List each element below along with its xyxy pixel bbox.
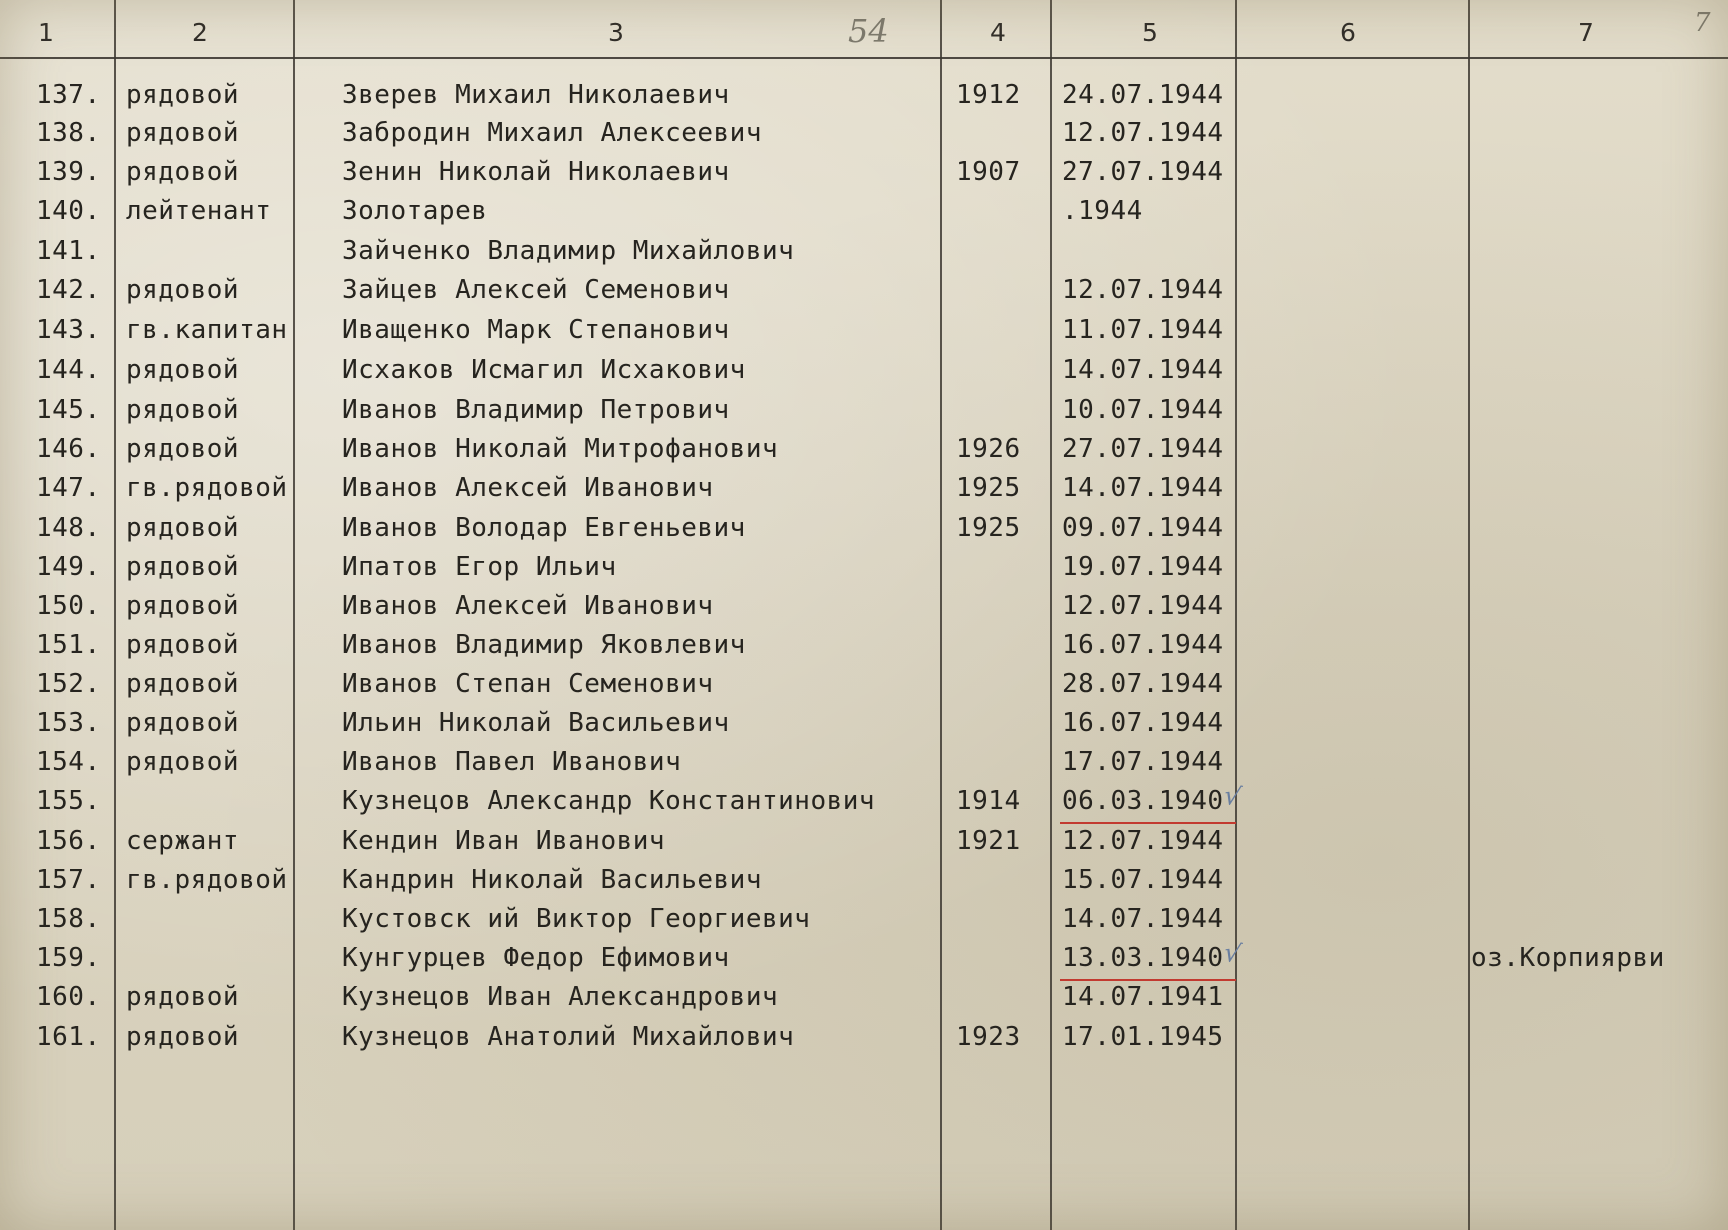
table-row bbox=[0, 780, 1728, 826]
table-row bbox=[0, 982, 1728, 1022]
entry-date: 12.07.1944 bbox=[1062, 826, 1224, 856]
entry-date: 27.07.1944 bbox=[1062, 157, 1224, 187]
table-row bbox=[0, 865, 1728, 905]
entry-name: Зверев Михаил Николаевич bbox=[342, 80, 730, 110]
entry-name: Кендин Иван Иванович bbox=[342, 826, 666, 856]
table-row bbox=[0, 315, 1728, 355]
entry-number: 142. bbox=[36, 275, 101, 305]
table-row bbox=[0, 395, 1728, 435]
entry-birth-year: 1921 bbox=[956, 826, 1021, 856]
entry-date: 14.07.1941 bbox=[1062, 982, 1224, 1012]
entry-name: Иванов Павел Иванович bbox=[342, 747, 682, 777]
entry-birth-year: 1912 bbox=[956, 80, 1021, 110]
entry-date: 10.07.1944 bbox=[1062, 395, 1224, 425]
entry-rank: лейтенант bbox=[126, 196, 272, 226]
entry-birth-year: 1925 bbox=[956, 473, 1021, 503]
entry-date: 15.07.1944 bbox=[1062, 865, 1224, 895]
entry-rank: рядовой bbox=[126, 513, 240, 543]
entry-date: 24.07.1944 bbox=[1062, 80, 1224, 110]
entry-number: 155. bbox=[36, 786, 101, 816]
table-row bbox=[0, 747, 1728, 787]
entry-name: Забродин Михаил Алексеевич bbox=[342, 118, 762, 148]
entry-name: Иванов Алексей Иванович bbox=[342, 473, 714, 503]
table-row bbox=[0, 669, 1728, 709]
entry-number: 158. bbox=[36, 904, 101, 934]
entry-number: 139. bbox=[36, 157, 101, 187]
table-row bbox=[0, 513, 1728, 553]
entry-birth-year: 1914 bbox=[956, 786, 1021, 816]
table-row bbox=[0, 473, 1728, 513]
entry-number: 145. bbox=[36, 395, 101, 425]
entry-birth-year: 1907 bbox=[956, 157, 1021, 187]
entry-number: 156. bbox=[36, 826, 101, 856]
entry-name: Золотарев bbox=[342, 196, 488, 226]
entry-rank: гв.капитан bbox=[126, 315, 288, 345]
entry-rank: рядовой bbox=[126, 630, 240, 660]
column-header-6: 6 bbox=[1340, 18, 1356, 47]
entry-name: Иванов Николай Митрофанович bbox=[342, 434, 779, 464]
red-underline-mark bbox=[1060, 979, 1236, 981]
entry-date: 14.07.1944 bbox=[1062, 355, 1224, 385]
column-header-3: 3 bbox=[608, 18, 624, 47]
entry-rank: сержант bbox=[126, 826, 240, 856]
entry-date: 17.07.1944 bbox=[1062, 747, 1224, 777]
entry-number: 141. bbox=[36, 236, 101, 266]
table-row bbox=[0, 157, 1728, 197]
entry-rank: рядовой bbox=[126, 434, 240, 464]
header-rule bbox=[0, 57, 1728, 59]
entry-number: 160. bbox=[36, 982, 101, 1012]
entry-name: Исхаков Исмагил Исхакович bbox=[342, 355, 746, 385]
column-header-7: 7 bbox=[1578, 18, 1594, 47]
entry-number: 140. bbox=[36, 196, 101, 226]
entry-date: 16.07.1944 bbox=[1062, 630, 1224, 660]
entry-number: 153. bbox=[36, 708, 101, 738]
entry-name: Кузнецов Иван Александрович bbox=[342, 982, 779, 1012]
entry-number: 148. bbox=[36, 513, 101, 543]
entry-date: 09.07.1944 bbox=[1062, 513, 1224, 543]
table-row bbox=[0, 236, 1728, 276]
table-row bbox=[0, 937, 1728, 983]
pencil-corner-mark: 7 bbox=[1694, 8, 1711, 38]
entry-number: 147. bbox=[36, 473, 101, 503]
entry-place: оз.Корпиярви bbox=[1471, 943, 1665, 973]
entry-date: 11.07.1944 bbox=[1062, 315, 1224, 345]
entry-date: 12.07.1944 bbox=[1062, 118, 1224, 148]
table-row bbox=[0, 275, 1728, 315]
table-row bbox=[0, 552, 1728, 592]
entry-rank: рядовой bbox=[126, 669, 240, 699]
entry-name: Кузнецов Александр Константинович bbox=[342, 786, 876, 816]
table-row bbox=[0, 196, 1728, 236]
entry-number: 154. bbox=[36, 747, 101, 777]
column-header-1: 1 bbox=[38, 18, 54, 47]
entry-rank: рядовой bbox=[126, 591, 240, 621]
entry-rank: гв.рядовой bbox=[126, 865, 288, 895]
table-row bbox=[0, 434, 1728, 474]
entry-name: Кандрин Николай Васильевич bbox=[342, 865, 762, 895]
check-mark-icon: √ bbox=[1221, 937, 1245, 971]
entry-number: 152. bbox=[36, 669, 101, 699]
entry-name: Зайцев Алексей Семенович bbox=[342, 275, 730, 305]
entry-date: 12.07.1944 bbox=[1062, 275, 1224, 305]
entry-rank: рядовой bbox=[126, 747, 240, 777]
entry-birth-year: 1925 bbox=[956, 513, 1021, 543]
entry-name: Кустовск ий Виктор Георгиевич bbox=[342, 904, 811, 934]
entry-date: .1944 bbox=[1062, 196, 1143, 226]
entry-date: 06.03.1940 bbox=[1062, 786, 1224, 816]
entry-number: 143. bbox=[36, 315, 101, 345]
entry-name: Иванов Володар Евгеньевич bbox=[342, 513, 746, 543]
table-row bbox=[0, 708, 1728, 748]
entry-name: Ипатов Егор Ильич bbox=[342, 552, 617, 582]
entry-rank: гв.рядовой bbox=[126, 473, 288, 503]
entry-number: 144. bbox=[36, 355, 101, 385]
entry-name: Иванов Владимир Петрович bbox=[342, 395, 730, 425]
entry-date: 13.03.1940 bbox=[1062, 943, 1224, 973]
entry-name: Кузнецов Анатолий Михайлович bbox=[342, 1022, 795, 1052]
entry-date: 16.07.1944 bbox=[1062, 708, 1224, 738]
entry-name: Зенин Николай Николаевич bbox=[342, 157, 730, 187]
column-header-5: 5 bbox=[1142, 18, 1158, 47]
entry-date: 17.01.1945 bbox=[1062, 1022, 1224, 1052]
entry-rank: рядовой bbox=[126, 552, 240, 582]
table-row bbox=[0, 118, 1728, 158]
entry-name: Ильин Николай Васильевич bbox=[342, 708, 730, 738]
entry-date: 14.07.1944 bbox=[1062, 904, 1224, 934]
entry-number: 149. bbox=[36, 552, 101, 582]
table-row bbox=[0, 826, 1728, 866]
column-header-2: 2 bbox=[192, 18, 208, 47]
entry-rank: рядовой bbox=[126, 708, 240, 738]
entry-date: 14.07.1944 bbox=[1062, 473, 1224, 503]
entry-number: 157. bbox=[36, 865, 101, 895]
entry-date: 19.07.1944 bbox=[1062, 552, 1224, 582]
entry-name: Иващенко Марк Степанович bbox=[342, 315, 730, 345]
entry-rank: рядовой bbox=[126, 157, 240, 187]
entry-rank: рядовой bbox=[126, 80, 240, 110]
entry-name: Иванов Алексей Иванович bbox=[342, 591, 714, 621]
entry-number: 151. bbox=[36, 630, 101, 660]
entry-number: 161. bbox=[36, 1022, 101, 1052]
entry-number: 137. bbox=[36, 80, 101, 110]
check-mark-icon: √ bbox=[1221, 780, 1245, 814]
column-header-4: 4 bbox=[990, 18, 1006, 47]
entry-number: 150. bbox=[36, 591, 101, 621]
entry-date: 28.07.1944 bbox=[1062, 669, 1224, 699]
entry-rank: рядовой bbox=[126, 118, 240, 148]
entry-number: 138. bbox=[36, 118, 101, 148]
pencil-page-mark: 54 bbox=[848, 12, 889, 50]
entry-number: 159. bbox=[36, 943, 101, 973]
table-row bbox=[0, 630, 1728, 670]
table-row bbox=[0, 80, 1728, 120]
entry-rank: рядовой bbox=[126, 1022, 240, 1052]
entry-birth-year: 1923 bbox=[956, 1022, 1021, 1052]
entry-date: 12.07.1944 bbox=[1062, 591, 1224, 621]
entry-rank: рядовой bbox=[126, 395, 240, 425]
entry-rank: рядовой bbox=[126, 355, 240, 385]
entry-rank: рядовой bbox=[126, 275, 240, 305]
entry-birth-year: 1926 bbox=[956, 434, 1021, 464]
entry-name: Кунгурцев Федор Ефимович bbox=[342, 943, 730, 973]
table-row bbox=[0, 355, 1728, 395]
table-row bbox=[0, 1022, 1728, 1062]
entry-rank: рядовой bbox=[126, 982, 240, 1012]
entry-name: Иванов Владимир Яковлевич bbox=[342, 630, 746, 660]
entry-name: Зайченко Владимир Михайлович bbox=[342, 236, 795, 266]
red-underline-mark bbox=[1060, 822, 1236, 824]
entry-date: 27.07.1944 bbox=[1062, 434, 1224, 464]
table-row bbox=[0, 591, 1728, 631]
table-row bbox=[0, 904, 1728, 944]
entry-name: Иванов Степан Семенович bbox=[342, 669, 714, 699]
entry-number: 146. bbox=[36, 434, 101, 464]
